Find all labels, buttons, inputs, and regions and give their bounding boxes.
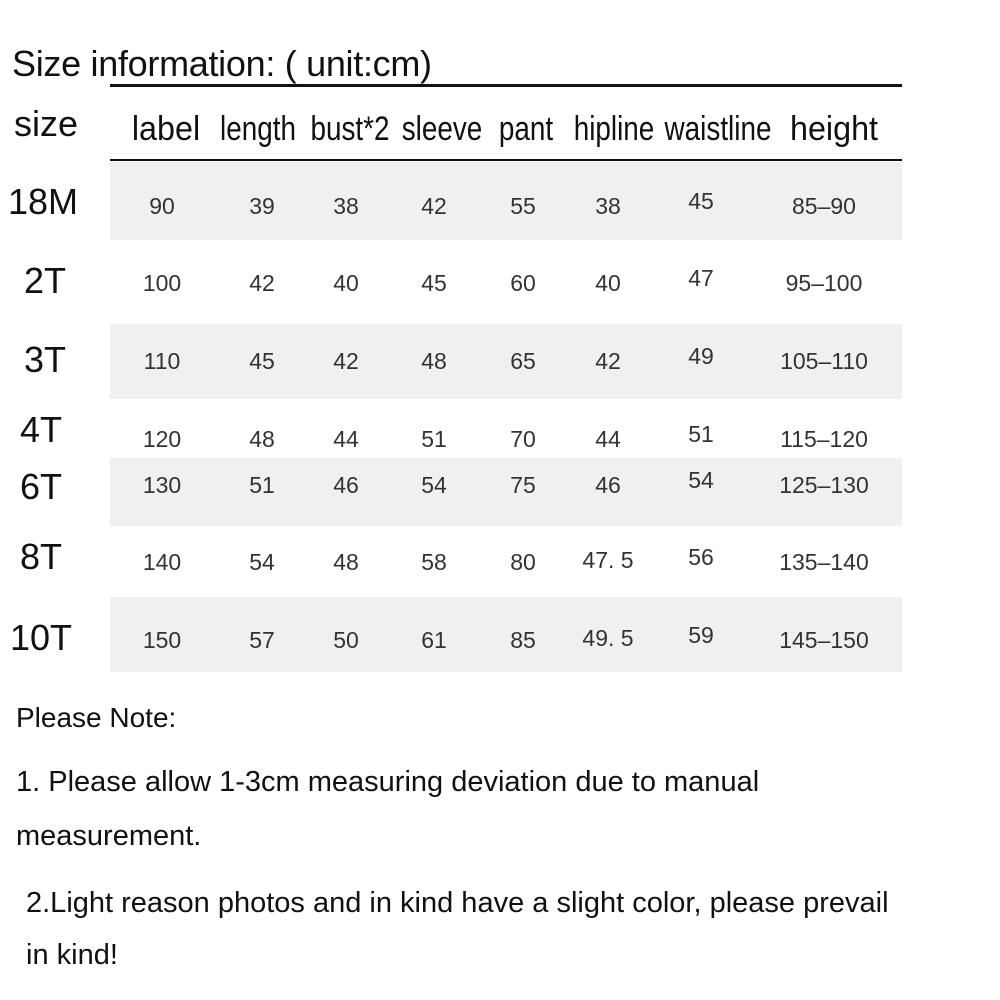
column-header: sleeve (401, 110, 483, 148)
table-cell: 54 (688, 467, 714, 493)
title-underline (110, 84, 902, 87)
table-cell: 39 (249, 193, 275, 219)
table-cell: 65 (510, 348, 536, 374)
table-cell: 50 (333, 627, 359, 653)
table-cell: 90 (149, 193, 175, 219)
column-header: length (220, 110, 296, 148)
table-cell: 130 (142, 472, 182, 498)
column-header: waistline (664, 110, 772, 148)
table-cell: 51 (688, 421, 714, 447)
note-2-line-1: 2.Light reason photos and in kind have a slight color, please prevail (26, 887, 889, 919)
table-cell: 40 (333, 270, 359, 296)
table-cell: 54 (421, 472, 447, 498)
table-cell: 38 (595, 193, 621, 219)
table-cell: 125–130 (779, 472, 869, 498)
table-cell: 85–90 (792, 193, 856, 219)
table-cell: 80 (510, 549, 536, 575)
table-cell: 55 (510, 193, 536, 219)
size-label: 4T (20, 409, 63, 450)
table-cell: 44 (333, 426, 359, 452)
column-header: label (131, 110, 201, 148)
table-cell: 49. 5 (582, 625, 634, 651)
table-cell: 135–140 (779, 549, 869, 575)
table-cell: 46 (333, 472, 359, 498)
table-cell: 42 (421, 193, 447, 219)
size-label: 2T (24, 260, 67, 301)
row-band (110, 162, 902, 240)
table-cell: 150 (142, 627, 182, 653)
table-cell: 115–120 (780, 426, 868, 452)
column-header: pant (498, 110, 554, 148)
table-cell: 58 (421, 549, 447, 575)
table-cell: 56 (688, 544, 714, 570)
size-label: 10T (10, 617, 73, 658)
table-cell: 44 (595, 426, 621, 452)
column-header: height (789, 110, 879, 148)
size-label: 8T (20, 536, 63, 577)
table-cell: 145–150 (779, 627, 869, 653)
table-cell: 140 (142, 549, 182, 575)
table-cell: 38 (333, 193, 359, 219)
note-2-line-2: in kind! (26, 939, 118, 971)
table-cell: 49 (688, 343, 714, 369)
table-cell: 54 (249, 549, 275, 575)
table-cell: 105–110 (780, 348, 868, 374)
table-cell: 120 (142, 426, 182, 452)
table-cell: 59 (688, 622, 714, 648)
table-cell: 48 (421, 348, 447, 374)
table-cell: 110 (143, 348, 181, 374)
table-cell: 45 (688, 188, 714, 214)
size-column-heading: size (14, 103, 79, 144)
table-cell: 45 (249, 348, 275, 374)
table-cell: 85 (510, 627, 536, 653)
table-cell: 51 (249, 472, 275, 498)
table-cell: 40 (595, 270, 621, 296)
table-cell: 70 (510, 426, 536, 452)
table-cell: 75 (510, 472, 536, 498)
table-cell: 57 (249, 627, 275, 653)
table-cell: 60 (510, 270, 536, 296)
table-cell: 46 (595, 472, 621, 498)
size-label: 6T (20, 466, 63, 507)
size-label: 18M (8, 181, 79, 222)
header-underline (110, 159, 902, 161)
table-cell: 47 (688, 265, 714, 291)
column-header: hipline (573, 110, 655, 148)
table-cell: 42 (333, 348, 359, 374)
table-cell: 42 (595, 348, 621, 374)
size-label: 3T (24, 339, 67, 380)
note-1-line-1: 1. Please allow 1-3cm measuring deviation due to manual (16, 766, 760, 798)
table-cell: 42 (249, 270, 275, 296)
page-title: Size information: ( unit:cm) (12, 43, 432, 84)
note-heading: Please Note: (16, 702, 177, 733)
table-cell: 45 (421, 270, 447, 296)
table-cell: 47. 5 (582, 547, 634, 573)
table-cell: 48 (333, 549, 359, 575)
note-1-line-2: measurement. (16, 820, 202, 852)
table-cell: 100 (142, 270, 182, 296)
table-cell: 95–100 (785, 270, 863, 296)
table-cell: 48 (249, 426, 275, 452)
table-cell: 61 (421, 627, 447, 653)
column-header: bust*2 (310, 110, 390, 148)
table-cell: 51 (421, 426, 447, 452)
